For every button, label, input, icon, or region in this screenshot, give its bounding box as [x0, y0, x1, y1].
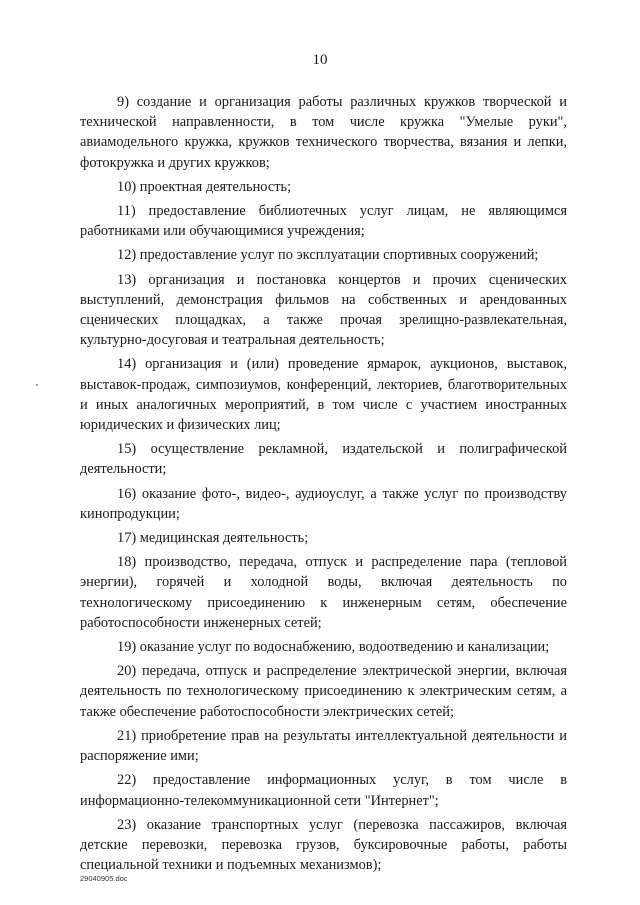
document-body	[80, 92, 567, 879]
list-item-17: 17) медицинская деятельность;	[117, 530, 309, 547]
list-item-20: 20) передача, отпуск и распределение электрической энергии, включая деятельность по технологическому присоединению к электрическим сетям, а также обеспечение работоспособности электрических сетей;	[80, 663, 567, 720]
list-item-9: 9) создание и организация работы различных кружков творческой и технической направленности, в том числе кружка "Умелые руки", авиамодельного кружка, кружков технического творчества, вязания и лепки, фотокружка и других кружков;	[80, 94, 567, 171]
list-item-16: 16) оказание фото-, видео-, аудиоуслуг, а также услуг по производству кинопродукции;	[80, 485, 567, 522]
list-item-23: 23) оказание транспортных услуг (перевозка пассажиров, включая детские перевозки, перевозка грузов, буксировочные работы, работы специальной техники и подъемных механизмов);	[80, 816, 567, 874]
list-item-21: 21) приобретение прав на результаты интеллектуальной деятельности и распоряжение ими;	[80, 727, 567, 765]
list-item-11: 11) предоставление библиотечных услуг лицам, не являющимся работниками или обучающимися учреждения;	[80, 203, 567, 240]
list-item-14: 14) организация и (или) проведение ярмарок, аукционов, выставок, выставок-продаж, симпозиумов, конференций, лекториев, благотворительных и иных аналогичных мероприятий, в том числе с участием иностранных юридических и физических лиц;	[80, 356, 567, 434]
list-item-15: 15) осуществление рекламной, издательской и полиграфической деятельности;	[80, 441, 567, 478]
list-item-18: 18) производство, передача, отпуск и распределение пара (тепловой энергии), горячей и холодной воды, включая деятельность по технологическому присоединению к инженерным сетям, обеспечение работоспособности инженерных сетей;	[80, 554, 567, 631]
scan-speck	[36, 384, 38, 386]
file-name-footer: 29040905.doc	[80, 874, 128, 883]
page-number: 10	[312, 52, 328, 68]
list-item-13: 13) организация и постановка концертов и прочих сценических выступлений, демонстрация фильмов на собственных и арендованных сценических площадках, а также прочая зрелищно-развлекательная, культурно-досуговая и театральная деятельность;	[80, 271, 567, 349]
list-item-12: 12) предоставление услуг по эксплуатации спортивных сооружений;	[117, 247, 539, 264]
list-item-10: 10) проектная деятельность;	[117, 178, 292, 195]
list-item-19: 19) оказание услуг по водоснабжению, водоотведению и канализации;	[117, 639, 550, 656]
list-item-22: 22) предоставление информационных услуг, в том числе в информационно-телекоммуникационной сети "Интернет";	[80, 772, 567, 809]
